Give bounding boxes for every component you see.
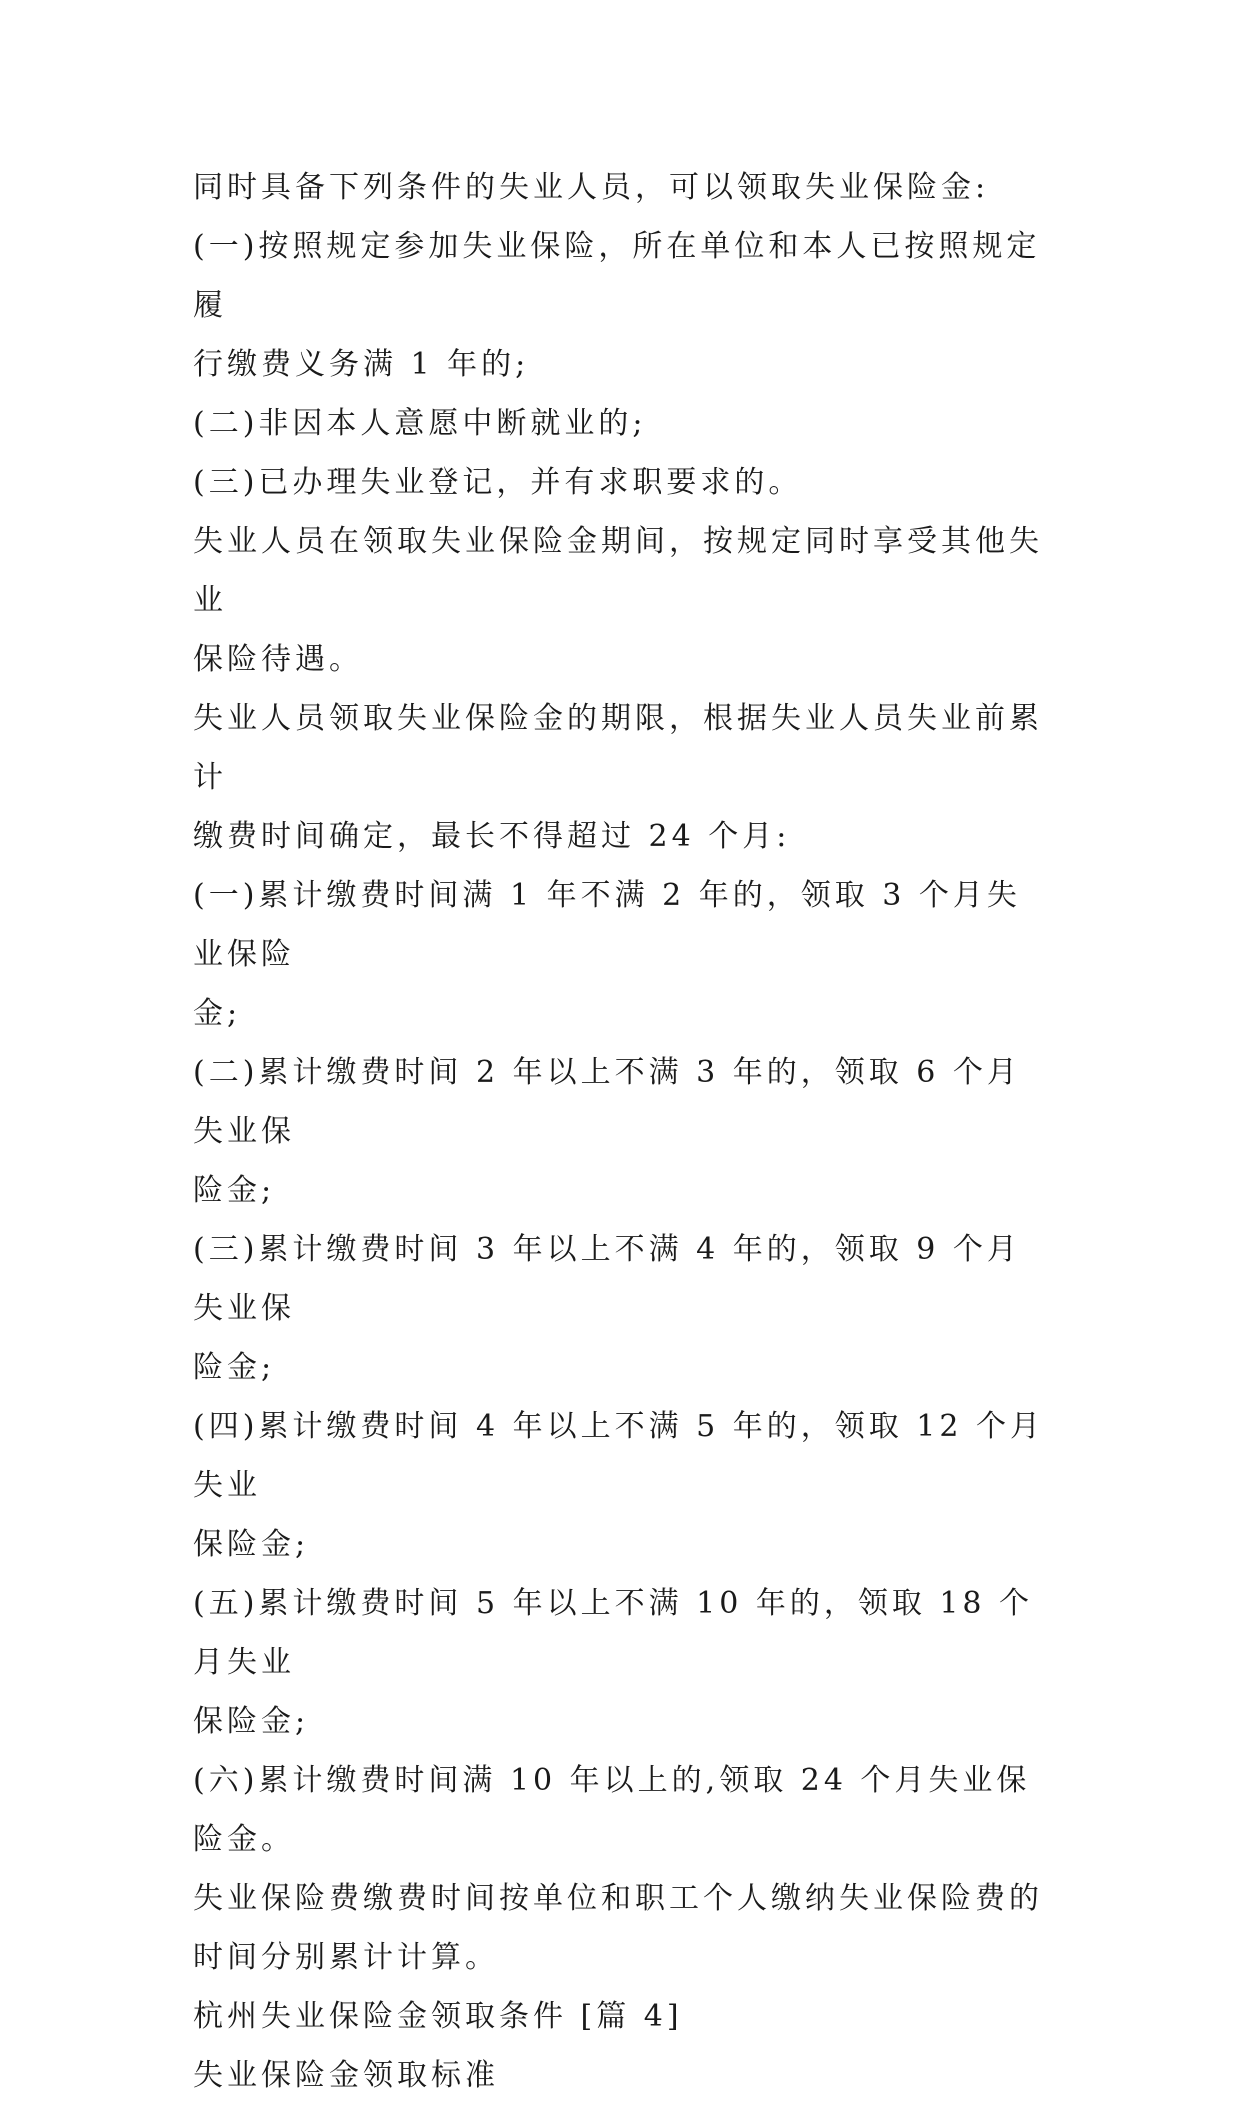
section-subheading: 失业保险金领取标准 [193,2058,499,2093]
text-line: 同时具备下列条件的失业人员，可以领取失业保险金: [193,170,990,205]
text-line: 失业保险费缴费时间按单位和职工个人缴纳失业保险费的 [193,1881,1043,1916]
text-line: (二)累计缴费时间 2 年以上不满 3 年的，领取 6 个月失业保 [193,1055,1021,1149]
text-line: (六)累计缴费时间满 10 年以上的,领取 24 个月失业保险金。 [193,1763,1031,1857]
text-line: (二)非因本人意愿中断就业的; [193,406,647,441]
text-line: 缴费时间确定，最长不得超过 24 个月: [193,819,791,854]
text-line: 金; [193,996,242,1031]
text-line: (一)累计缴费时间满 1 年不满 2 年的，领取 3 个月失业保险 [193,878,1021,972]
text-line: 行缴费义务满 1 年的; [193,347,530,382]
text-line: (一)按照规定参加失业保险，所在单位和本人已按照规定履 [193,229,1041,323]
text-line: 险金; [193,1350,276,1385]
text-line: (五)累计缴费时间 5 年以上不满 10 年的，领取 18 个月失业 [193,1586,1034,1680]
text-line: (三)已办理失业登记，并有求职要求的。 [193,465,803,500]
text-line: 保险待遇。 [193,642,363,677]
text-line: (四)累计缴费时间 4 年以上不满 5 年的，领取 12 个月失业 [193,1409,1044,1503]
text-line: 保险金; [193,1527,310,1562]
text-line: 失业人员在领取失业保险金期间，按规定同时享受其他失业 [193,524,1043,618]
text-line: 保险金; [193,1704,310,1739]
text-line: 时间分别累计计算。 [193,1940,499,1975]
text-line: (三)累计缴费时间 3 年以上不满 4 年的，领取 9 个月失业保 [193,1232,1021,1326]
text-line: 失业人员领取失业保险金的期限，根据失业人员失业前累计 [193,701,1043,795]
section-heading: 杭州失业保险金领取条件 [篇 4] [193,1999,683,2034]
text-line: 险金; [193,1173,276,1208]
document-page [193,158,1053,2105]
